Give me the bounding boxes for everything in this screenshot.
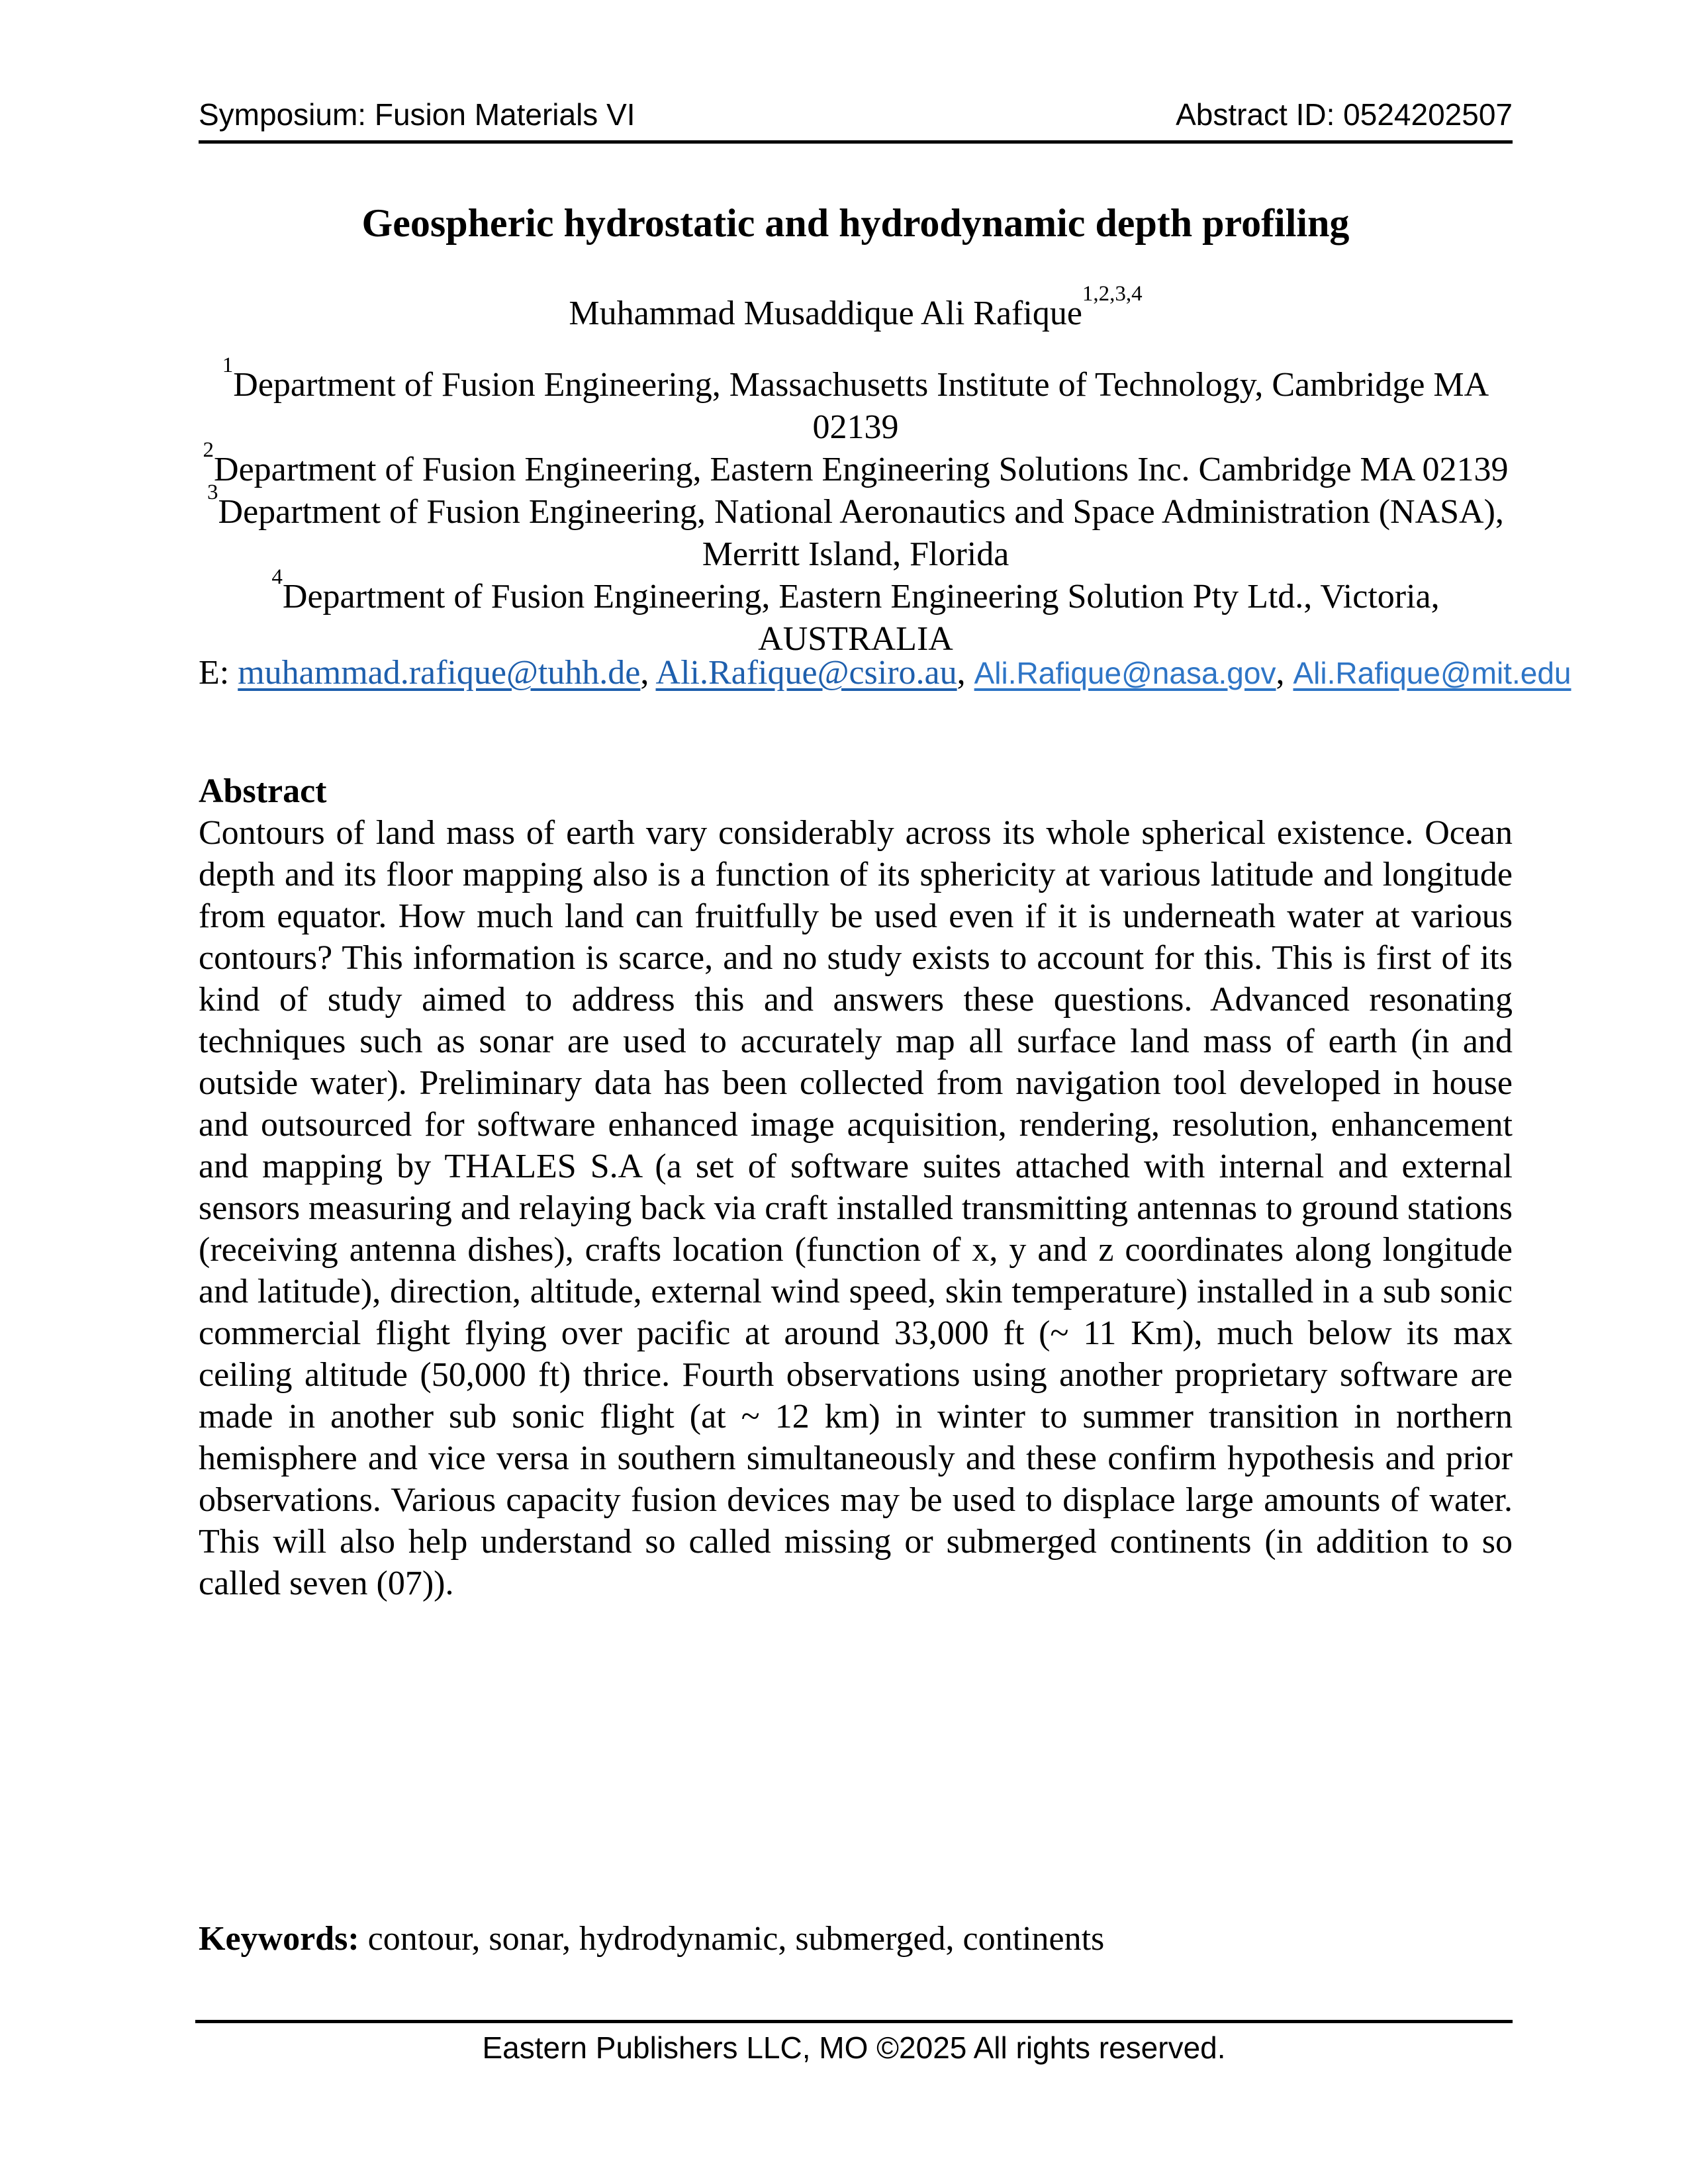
keywords-label: Keywords:	[199, 1920, 359, 1958]
email-separator: ,	[640, 654, 656, 692]
affiliation-3-text: Department of Fusion Engineering, National Aeronautics and Space Administration (NASA),	[218, 493, 1504, 531]
affiliation-4-text: Department of Fusion Engineering, Eastern Engineering Solution Pty Ltd., Victoria,	[282, 578, 1440, 615]
author-affiliation-superscript: 1,2,3,4	[1082, 281, 1143, 306]
paper-title: Geospheric hydrostatic and hydrodynamic depth profiling	[361, 201, 1350, 245]
email-separator: ,	[957, 654, 974, 692]
footer-copyright: Eastern Publishers LLC, MO ©2025 All rights reserved.	[482, 2030, 1226, 2065]
email-link-mit[interactable]: Ali.Rafique@mit.edu	[1293, 656, 1571, 690]
keywords-line	[199, 1918, 1513, 1960]
email-separator: ,	[1276, 654, 1293, 692]
symposium-label: Symposium: Fusion Materials VI	[199, 97, 635, 132]
affiliation-4-sup: 4	[271, 565, 283, 589]
affiliation-1-sup: 1	[222, 353, 234, 377]
affiliation-3-sup: 3	[207, 480, 218, 504]
abstract-id: Abstract ID: 0524202507	[1176, 97, 1513, 132]
space	[229, 654, 238, 692]
affiliation-2	[199, 437, 1513, 491]
abstract-heading: Abstract	[199, 772, 327, 810]
author-name: Muhammad Musaddique Ali Rafique	[569, 295, 1082, 332]
keywords-text: contour, sonar, hydrodynamic, submerged, continents	[359, 1920, 1105, 1958]
affiliation-1-text: Department of Fusion Engineering, Massachusetts Institute of Technology, Cambridge MA 02139	[233, 366, 1489, 446]
affiliation-3	[199, 480, 1513, 576]
affiliation-3-text-line2: Merritt Island, Florida	[702, 535, 1009, 573]
affiliation-4-text-line2: AUSTRALIA	[758, 620, 953, 658]
affiliations-block	[199, 353, 1513, 660]
email-line	[199, 653, 1571, 694]
author-line	[199, 281, 1513, 334]
affiliation-1	[199, 353, 1513, 449]
abstract-body: Contours of land mass of earth vary considerably across its whole spherical existence. Ocean depth and its floor mapping also is a function of its sphericity at various latitude and longitude from equator. How much land can fruitfully be used even if it is underneath water at various contours? This information is scarce, and no study exists to account for this. This is first of its kind of study aimed to address this and answers these questions. Advanced resonating techniques such as sonar are used to accurately map all surface land mass of earth (in and outside water). Preliminary data has been collected from navigation tool developed in house and outsourced for software enhanced image acquisition, rendering, resolution, enhancement and mapping by THALES S.A (a set of software suites attached with internal and external sensors measuring and relaying back via craft installed transmitting antennas to ground stations (receiving antenna dishes), crafts location (function of x, y and z coordinates along longitude and latitude), direction, altitude, external wind speed, skin temperature) installed in a sub sonic commercial flight flying over pacific at around 33,000 ft (~ 11 Km), much below its max ceiling altitude (50,000 ft) thrice. Fourth observations using another proprietary software are made in another sub sonic flight (at ~ 12 km) in winter to summer transition in northern hemisphere and vice versa in southern simultaneously and these confirm hypothesis and prior observations. Various capacity fusion devices may be used to displace large amounts of water. This will also help understand so called missing or submerged continents (in addition to so called seven (07)).	[199, 814, 1513, 1602]
email-prefix: E:	[199, 654, 230, 692]
affiliation-4	[199, 565, 1513, 660]
page-header	[199, 99, 1513, 144]
affiliation-2-sup: 2	[203, 437, 214, 462]
email-link-csiro[interactable]: Ali.Rafique@csiro.au	[655, 654, 957, 692]
page-footer	[195, 2020, 1513, 2063]
abstract-section	[199, 770, 1513, 1604]
email-link-tuhh[interactable]: muhammad.rafique@tuhh.de	[238, 654, 641, 692]
affiliation-2-text: Department of Fusion Engineering, Eastern Engineering Solutions Inc. Cambridge MA 02139	[214, 451, 1509, 488]
email-link-nasa[interactable]: Ali.Rafique@nasa.gov	[974, 656, 1276, 690]
